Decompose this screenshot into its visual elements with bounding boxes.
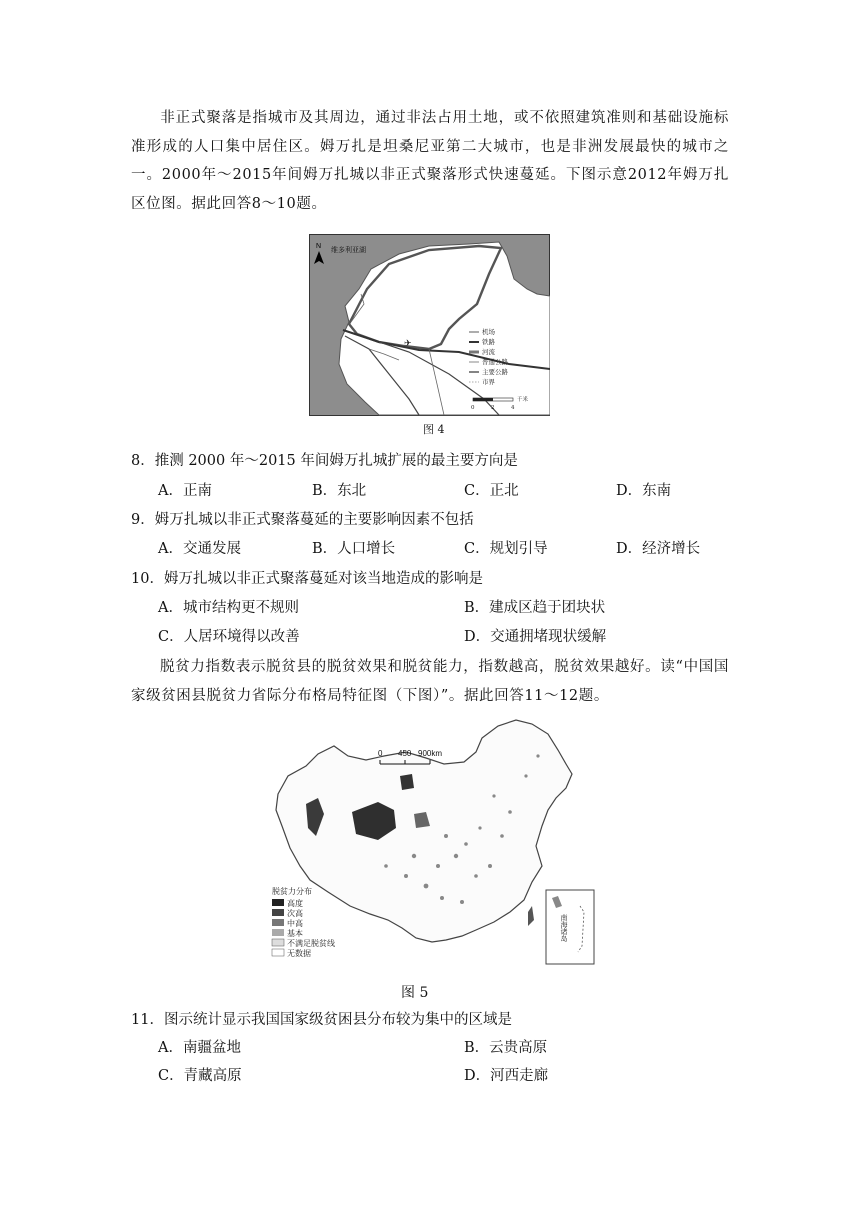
svg-text:机场: 机场 (482, 328, 495, 336)
svg-text:铁路: 铁路 (482, 338, 495, 346)
svg-text:高度: 高度 (287, 899, 303, 908)
svg-text:不满足脱贫线: 不满足脱贫线 (287, 939, 335, 948)
question-9-option-a: A．交通发展 (158, 541, 241, 557)
figure-5-legend (272, 886, 335, 958)
svg-text:0: 0 (471, 405, 475, 411)
svg-text:河流: 河流 (482, 348, 495, 356)
svg-text:2: 2 (491, 405, 495, 411)
svg-text:基本: 基本 (287, 929, 303, 938)
passage-2: 脱贫力指数表示脱贫县的脱贫效果和脱贫能力，指数越高，脱贫效果越好。读“中国国家级贫困县脱贫力省际分布格局特征图（下图）”。据此回答11～12题。 (131, 659, 729, 704)
question-8-stem: 8．推测 2000 年～2015 年间姆万扎城扩展的最主要方向是 (131, 453, 518, 469)
question-9-stem: 9．姆万扎城以非正式聚落蔓延的主要影响因素不包括 (131, 512, 474, 528)
question-10-option-b: B．建成区趋于团块状 (464, 600, 606, 616)
svg-text:市界: 市界 (482, 378, 495, 386)
lake-label: 维多利亚湖 (331, 246, 366, 254)
figure-5-map (266, 716, 596, 968)
svg-text:中高: 中高 (287, 919, 303, 928)
airport-icon: ✈ (404, 339, 412, 349)
svg-text:0: 0 (378, 749, 383, 758)
passage-1: 非正式聚落是指城市及其周边，通过非法占用土地，或不依照建筑准则和基础设施标准形成的人口集中居住区。姆万扎是坦桑尼亚第二大城市，也是非洲发展最快的城市之一。2000年～2015年间姆万扎城以非正式聚落形式快速蔓延。下图示意2012年姆万扎区位图。据此回答8～10题。 (131, 110, 729, 212)
svg-text:千米: 千米 (517, 397, 529, 403)
question-9-option-b: B．人口增长 (312, 541, 396, 557)
svg-text:900km: 900km (418, 749, 443, 758)
figure-5-caption: 图 5 (401, 985, 429, 1001)
svg-text:无数据: 无数据 (287, 949, 311, 958)
region-high-inner-mongolia (400, 774, 414, 790)
question-10-option-c: C．人居环境得以改善 (158, 629, 300, 645)
svg-text:450: 450 (398, 749, 412, 758)
question-8-option-d: D．东南 (616, 483, 672, 499)
svg-text:次高: 次高 (287, 909, 303, 918)
south-china-sea-inset (546, 890, 594, 964)
question-8-option-c: C．正北 (464, 483, 519, 499)
question-11-option-b: B．云贵高原 (464, 1040, 548, 1056)
figure-4-map (309, 234, 550, 416)
figure-4-caption: 图 4 (423, 423, 445, 436)
svg-text:普通公路: 普通公路 (482, 358, 508, 366)
svg-text:南海诸岛: 南海诸岛 (560, 914, 568, 942)
question-11-option-c: C．青藏高原 (158, 1068, 242, 1084)
question-10-option-a: A．城市结构更不规则 (158, 600, 299, 616)
question-11-stem: 11．图示统计显示我国国家级贫困县分布较为集中的区域是 (131, 1012, 512, 1028)
svg-text:4: 4 (511, 405, 515, 411)
question-11-option-d: D．河西走廊 (464, 1068, 549, 1084)
question-9-option-c: C．规划引导 (464, 541, 548, 557)
question-11-option-a: A．南疆盆地 (158, 1040, 241, 1056)
question-10-option-d: D．交通拥堵现状缓解 (464, 629, 607, 645)
question-9-option-d: D．经济增长 (616, 541, 701, 557)
question-8-option-a: A．正南 (158, 483, 212, 499)
svg-text:主要公路: 主要公路 (482, 368, 508, 376)
svg-text:脱贫力分布: 脱贫力分布 (272, 887, 312, 896)
svg-text:N: N (316, 243, 322, 250)
region-taiwan (528, 906, 534, 926)
question-10-stem: 10．姆万扎城以非正式聚落蔓延对该当地造成的影响是 (131, 571, 483, 587)
question-8-option-b: B．东北 (312, 483, 367, 499)
